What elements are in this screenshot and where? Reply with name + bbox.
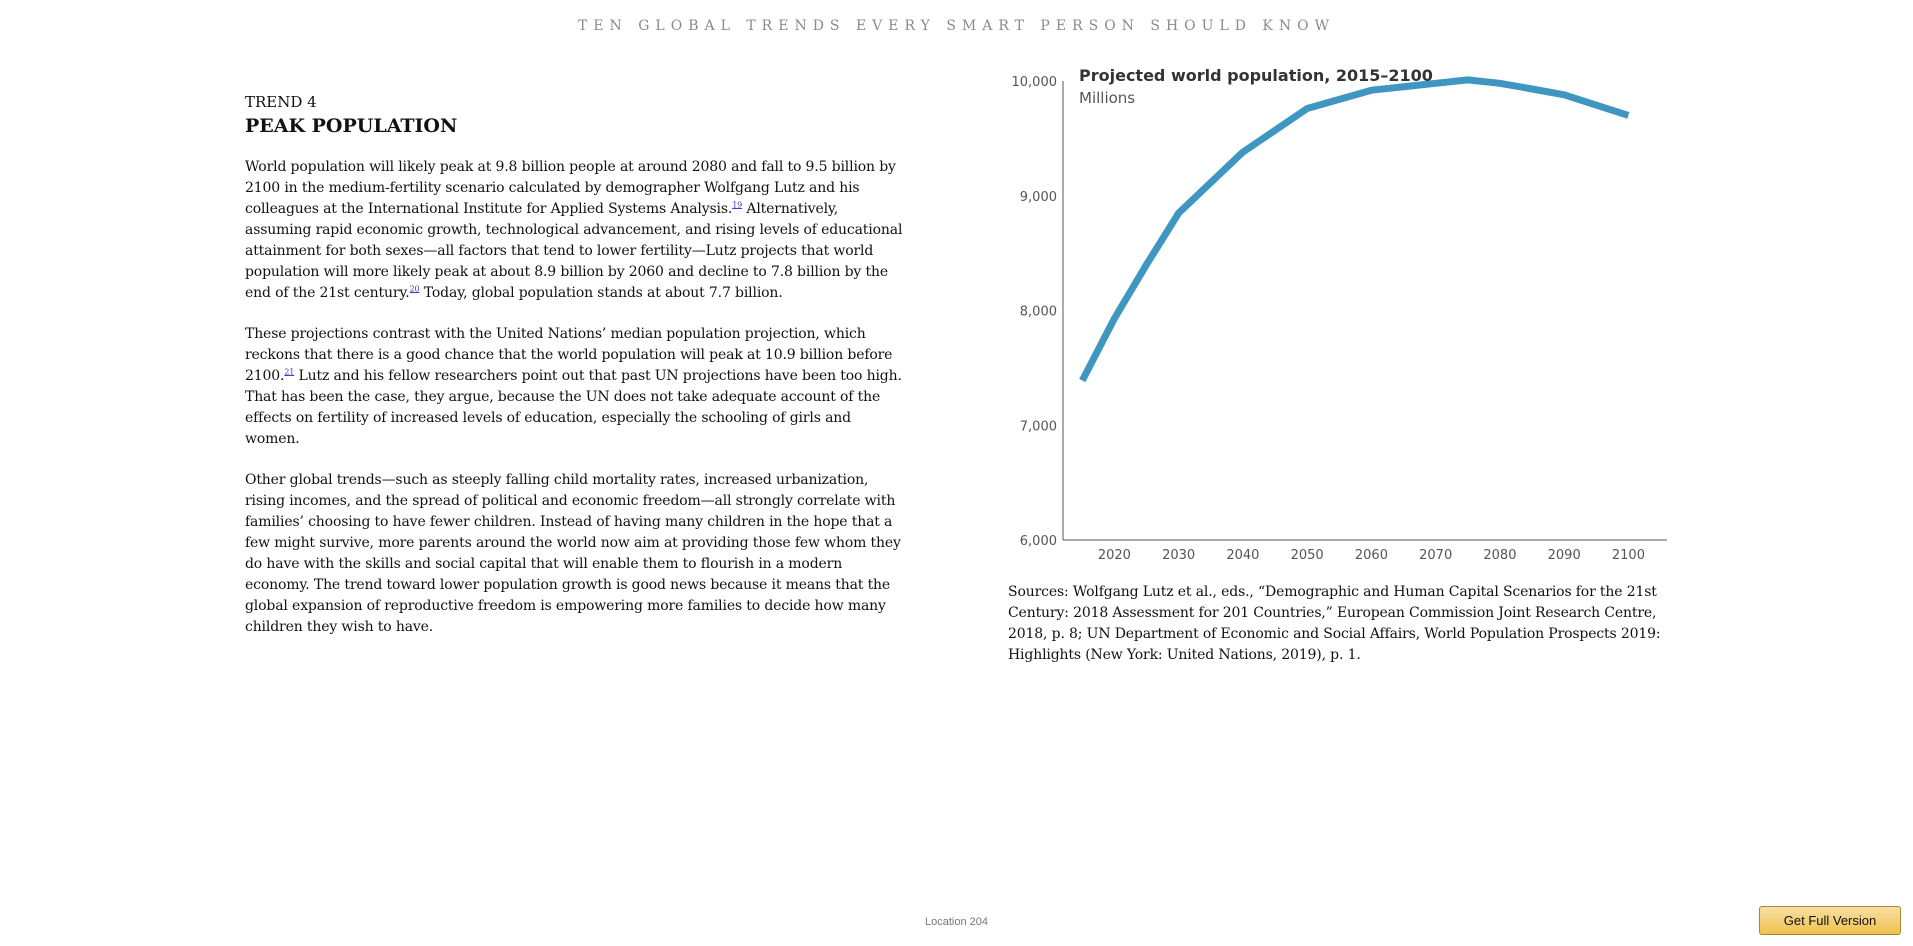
footnote-link-19[interactable]: 19	[732, 200, 743, 210]
article-column	[245, 92, 905, 638]
trend-title: PEAK POPULATION	[245, 115, 458, 137]
footnote-link-21[interactable]: 21	[284, 367, 295, 377]
get-full-version-button[interactable]: Get Full Version	[1759, 906, 1901, 935]
x-tick-label: 2040	[1226, 548, 1260, 563]
chart-title: Projected world population, 2015–2100	[1079, 66, 1433, 85]
paragraph-1-text-c: Today, global population stands at about 7.7 billion.	[419, 285, 783, 301]
x-tick-label: 2090	[1547, 548, 1581, 563]
x-tick-label: 2070	[1419, 548, 1453, 563]
y-tick-label: 7,000	[1019, 419, 1057, 435]
y-tick-label: 10,000	[1011, 75, 1057, 90]
paragraph-1-text-a: World population will likely peak at 9.8 billion people at around 2080 and fall to 9.5 billion by 2100 in the medium-fertility scenario calculated by demographer Wolfgang Lutz and his colleagues at the International Institute for Applied Systems Analysis.	[245, 159, 896, 217]
x-tick-label: 2050	[1290, 548, 1324, 563]
paragraph-2-text-b: Lutz and his fellow researchers point out that past UN projections have been too high. That has been the case, they argue, because the UN does not take adequate account of the effects on fertility of increased levels of education, especially the schooling of girls and women.	[245, 368, 902, 447]
chart-title-block	[1079, 66, 1433, 108]
paragraph-3: Other global trends—such as steeply falling child mortality rates, increased urbanization, rising incomes, and the spread of political and economic freedom—all strongly correlate with families’ choosing to have fewer children. Instead of having many children in the hope that a few might survive, more parents around the world now aim at providing those few whom they do have with the skills and social capital that will enable them to flourish in a modern economy. The trend toward lower population growth is good news because it means that the global expansion of reproductive freedom is empowering more families to decide how many children they wish to have.	[245, 472, 901, 635]
paragraph-2-text-a: These projections contrast with the United Nations’ median population projection, which reckons that there is a good chance that the world population will peak at 10.9 billion before 2100.	[245, 326, 893, 384]
chart-subtitle: Millions	[1079, 89, 1136, 107]
footnote-link-20[interactable]: 20	[409, 284, 420, 294]
running-header: TEN GLOBAL TRENDS EVERY SMART PERSON SHOULD KNOW	[577, 18, 1336, 34]
y-tick-label: 6,000	[1019, 534, 1057, 549]
paragraph-2	[245, 324, 905, 450]
chart-canvas	[1000, 60, 1680, 580]
location-indicator: Location 204	[925, 916, 988, 928]
article-body	[245, 157, 905, 638]
x-tick-label: 2080	[1483, 548, 1517, 563]
paragraph-1-text-b: Alternatively, assuming rapid economic growth, technological advancement, and rising levels of educational attainment for both sexes—all factors that tend to lower fertility—Lutz projects that world population will more likely peak at about 8.9 billion by 2060 and decline to 7.8 billion by the end of the 21st century.	[245, 201, 903, 301]
x-tick-label: 2060	[1354, 548, 1388, 563]
trend-label: TREND 4	[245, 93, 317, 111]
y-tick-label: 8,000	[1019, 304, 1057, 320]
x-tick-label: 2030	[1162, 548, 1196, 563]
paragraph-1	[245, 157, 905, 304]
y-tick-label: 9,000	[1019, 189, 1057, 205]
chart-sources: Sources: Wolfgang Lutz et al., eds., “Demographic and Human Capital Scenarios for the 21st Century: 2018 Assessment for 201 Countries,” European Commission Joint Research Centre, 2018, p. 8; UN Department of Economic and Social Affairs, World Population Prospects 2019: Highlights (New York: United Nations, 2019), p. 1.	[1008, 584, 1661, 663]
x-tick-label: 2020	[1097, 548, 1131, 563]
population-chart	[1000, 60, 1680, 580]
x-tick-label: 2100	[1611, 548, 1645, 563]
population-series-line	[1082, 80, 1628, 381]
